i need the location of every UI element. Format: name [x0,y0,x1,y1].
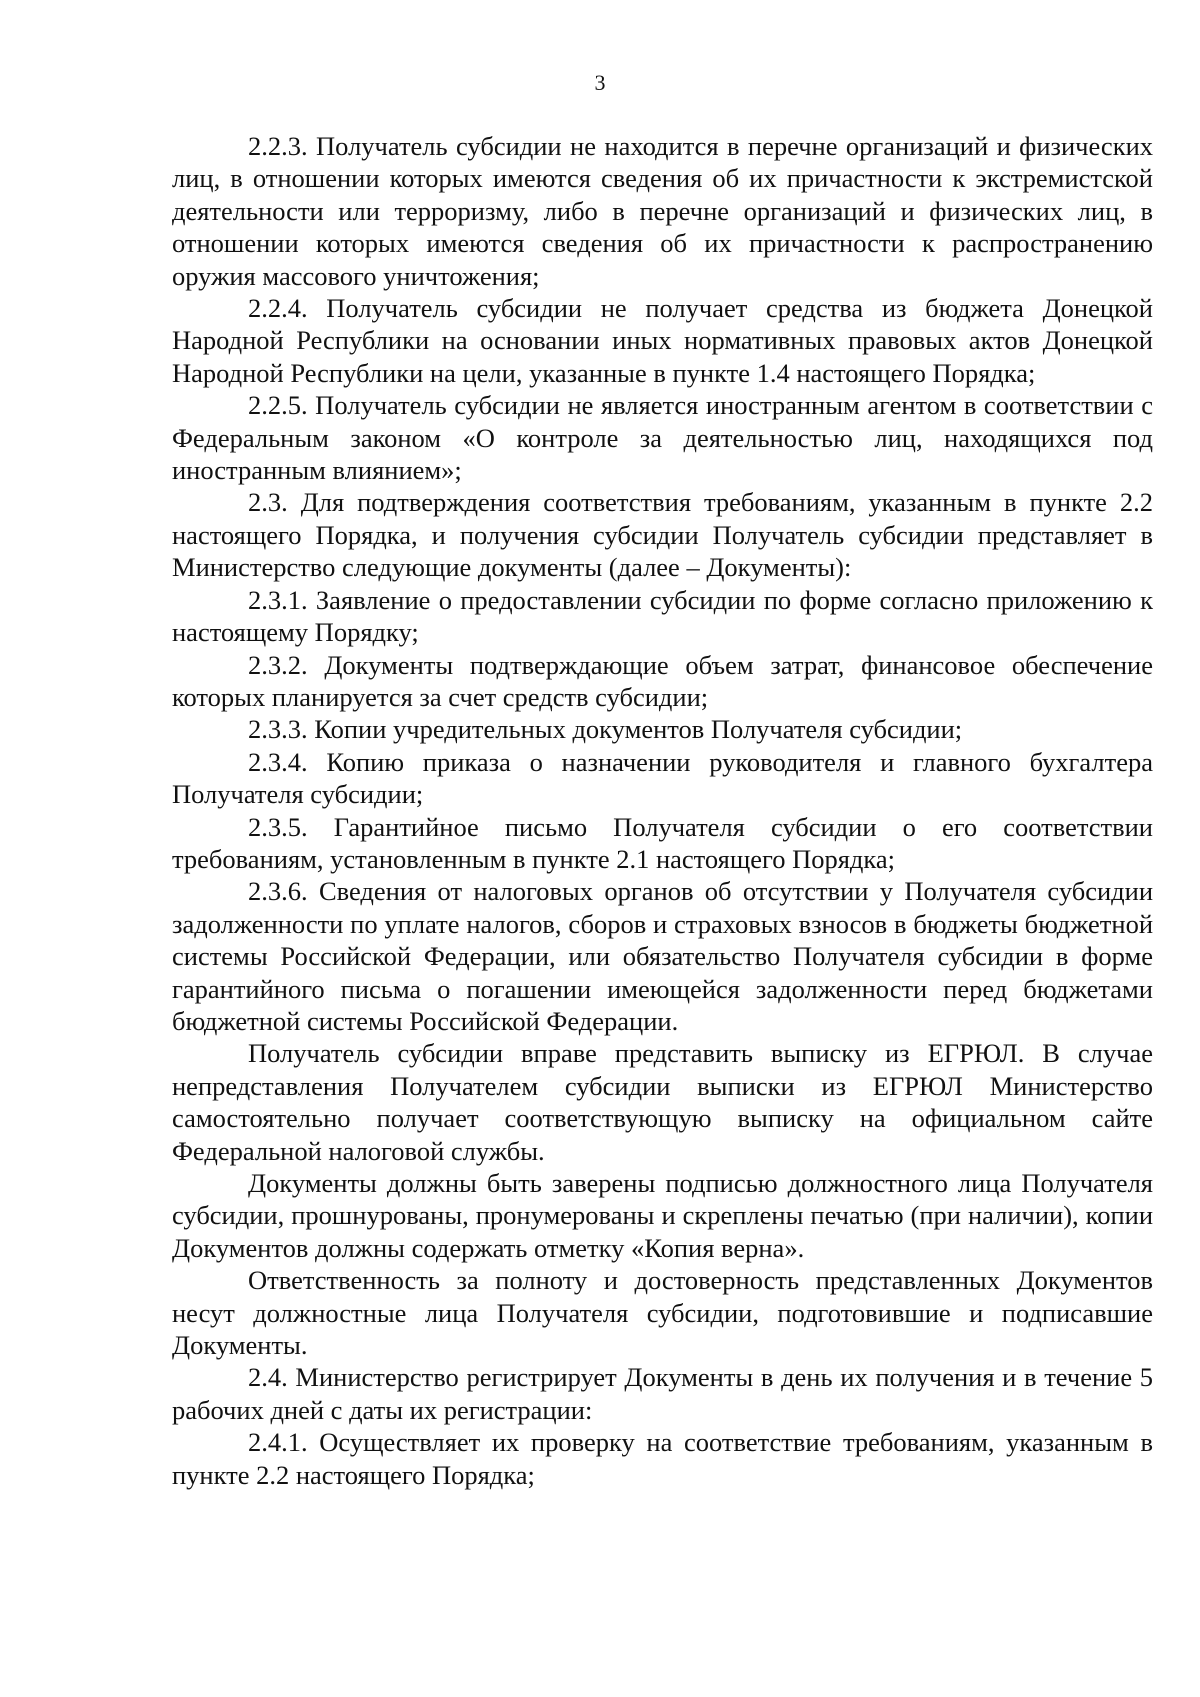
paragraph-responsibility: Ответственность за полноту и достоверность представленных Документов несут должностные лица Получателя субсидии, подготовившие и подписавшие Документы. [172,1265,1153,1361]
paragraph-2-3-4: 2.3.4. Копию приказа о назначении руководителя и главного бухгалтера Получателя субсидии; [172,746,1153,810]
paragraph-2-3-1: 2.3.1. Заявление о предоставлении субсидии по форме согласно приложению к настоящему Порядку; [172,584,1153,648]
paragraph-egrul-extract: Получатель субсидии вправе представить выписку из ЕГРЮЛ. В случае непредставления Получателем субсидии выписки из ЕГРЮЛ Министерство самостоятельно получает соответствующую выписку на официальном сайте Федеральной налоговой службы. [172,1038,1153,1166]
paragraph-2-2-3: 2.2.3. Получатель субсидии не находится в перечне организаций и физических лиц, в отношении которых имеются сведения об их причастности к экстремистской деятельности или терроризму, либо в перечне организаций и физических лиц, в отношении которых имеются сведения об их причастности к распространению оружия массового уничтожения; [172,131,1153,291]
paragraph-2-4-1: 2.4.1. Осуществляет их проверку на соответствие требованиям, указанным в пункте 2.2 настоящего Порядка; [172,1427,1153,1490]
document-body [172,130,1153,1491]
paragraph-2-2-4: 2.2.4. Получатель субсидии не получает средства из бюджета Донецкой Народной Республики на основании иных нормативных правовых актов Донецкой Народной Республики на цели, указанные в пункте 1.4 настоящего Порядка; [172,293,1153,388]
paragraph-2-3-5: 2.3.5. Гарантийное письмо Получателя субсидии о его соответствии требованиям, установленным в пункте 2.1 настоящего Порядка; [172,811,1153,874]
paragraph-2-3-2: 2.3.2. Документы подтверждающие объем затрат, финансовое обеспечение которых планируется за счет средств субсидии; [172,649,1153,712]
page-number: 3 [594,70,606,95]
paragraph-document-certification: Документы должны быть заверены подписью должностного лица Получателя субсидии, прошнурованы, пронумерованы и скреплены печатью (при наличии), копии Документов должны содержать отметку «Копия верна». [172,1168,1153,1263]
paragraph-2-3: 2.3. Для подтверждения соответствия требованиям, указанным в пункте 2.2 настоящего Порядка, и получения субсидии Получатель субсидии представляет в Министерство следующие документы (далее – Документы): [172,487,1153,583]
paragraph-2-2-5: 2.2.5. Получатель субсидии не является иностранным агентом в соответствии с Федеральным законом «О контроле за деятельностью лиц, находящихся под иностранным влиянием»; [172,390,1153,486]
paragraph-2-4: 2.4. Министерство регистрирует Документы в день их получения и в течение 5 рабочих дней с даты их регистрации: [172,1362,1153,1425]
paragraph-2-3-3: 2.3.3. Копии учредительных документов Получателя субсидии; [248,714,963,745]
paragraph-2-3-6: 2.3.6. Сведения от налоговых органов об отсутствии у Получателя субсидии задолженности по уплате налогов, сборов и страховых взносов в бюджеты бюджетной системы Российской Федерации, или обязательство Получателя субсидии в форме гарантийного письма о погашении имеющейся задолженности перед бюджетами бюджетной системы Российской Федерации. [172,876,1153,1036]
